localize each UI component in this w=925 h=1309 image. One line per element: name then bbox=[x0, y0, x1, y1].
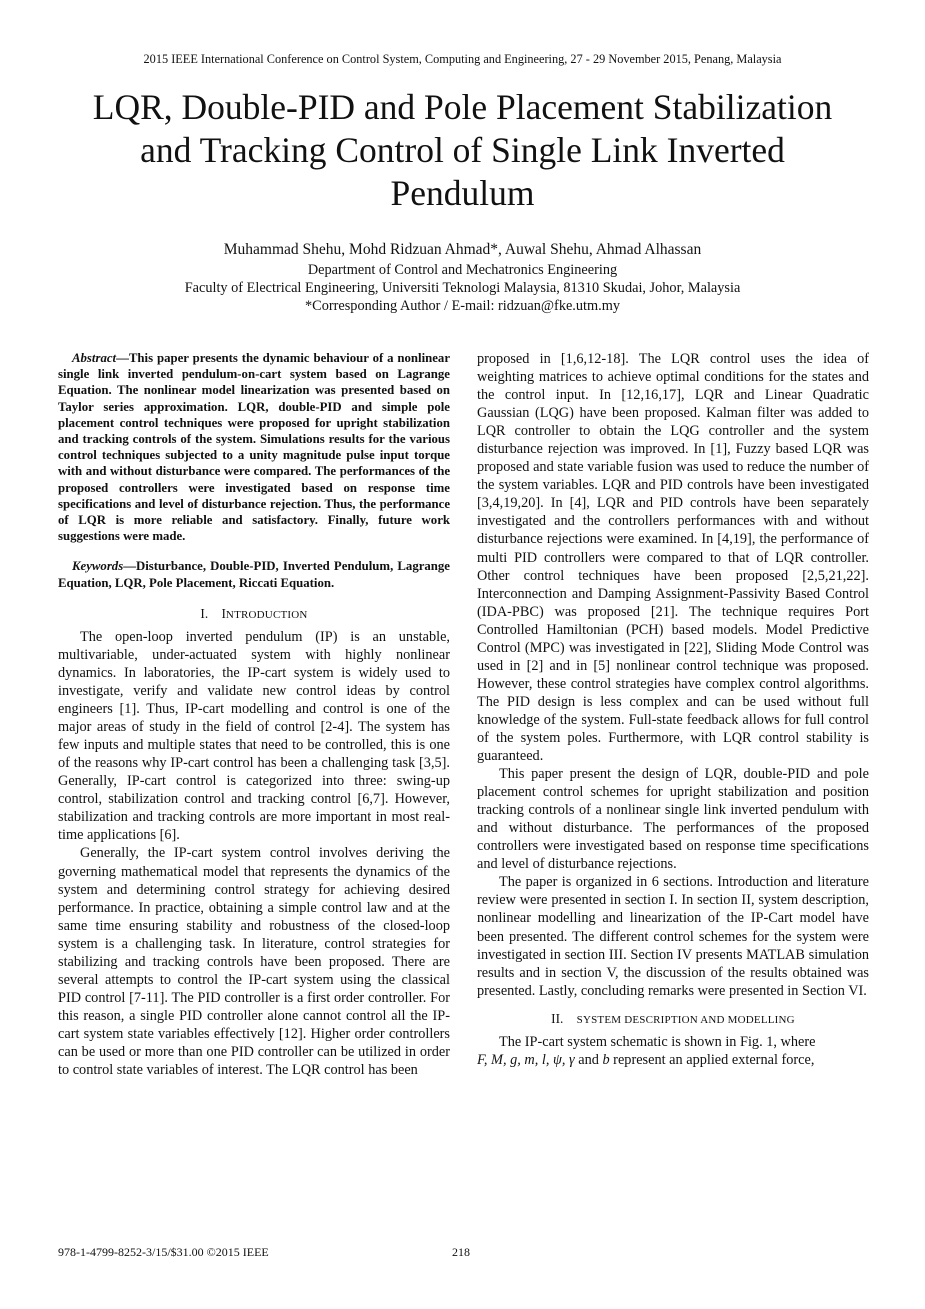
abstract-label: Abstract bbox=[72, 351, 117, 365]
intro-paragraph-2: Generally, the IP-cart system control involves deriving the governing mathematical model that represents the dynamics of the system and determining control strategy for achieving desired performance. In practice, obtaining a simple control law and at the same time ensuring stability and robustness of the closed-loop system is a challenging task. In literature, control strategies for stabilizing and tracking controls have been proposed. There are several attempts to control the IP-cart system using the classical PID control [7-11]. The PID controller is a first order controller. For this reason, a single PID controller alone cannot control all the IP-cart system state variables effectively [12]. Higher order controllers can be used or more than one PID controller can be utilized in order to control state variables of interest. The LQR control has been bbox=[58, 845, 450, 1079]
intro-paragraph-3: proposed in [1,6,12-18]. The LQR control uses the idea of weighting matrices to achieve optimal conditions for the states and the control input. In [12,16,17], LQR and Linear Quadratic Gaussian (LQG) have been proposed. Kalman filter was added to LQR controller to obtain the LQG controller and the system disturbance rejection was improved. In [1], Fuzzy based LQR was proposed and state variable fusion was used to reduce the number of the system variables. LQR and PID controls have been investigated [3,4,19,20]. In [4], LQR and PID controls have been separately investigated and the controllers performances with and without disturbance rejections were examined. In [4,19], the performance of multi PID controllers were compared to that of LQR controller. Other control techniques have been proposed [2,5,21,22]. Interconnection and Damping Assignment-Passivity Based Control (IDA-PBC) was proposed [21]. The technique requires Port Controlled Hamiltonian (PCH) based models. Model Predictive Control (MPC) was investigated in [22], Sliding Mode Control was used in [2] and in [5] nonlinear control technique was proposed. However, these control strategies have complex control algorithms. The PID design is less complex and can be used without full knowledge of the system. Full-state feedback allows for full control of the system poles. Furthermore, with LQR control stability is guaranteed. bbox=[477, 351, 869, 765]
system-description-paragraph bbox=[477, 1033, 869, 1069]
abstract-text: This paper presents the dynamic behaviour of a nonlinear single link inverted pendulum-on-cart system based on Lagrange Equation. The nonlinear model linearization was presented based on Taylor series approximation. LQR, double-PID and simple pole placement control techniques were proposed for upright stabilization and tracking controls of the system. Simulations results for the various control techniques subjected to a unity magnitude pulse input torque with and without disturbance were compared. The performances of the proposed controllers were investigated based on response time specifications and level of disturbance rejection. Thus, the performance of LQR is more reliable and satisfactory. Finally, future work suggestions were made. bbox=[58, 351, 450, 544]
system-symbols: F, M, g, m, l, ψ, γ bbox=[477, 1051, 575, 1068]
left-column bbox=[58, 350, 450, 1079]
title-line: and Tracking Control of Single Link Inverted bbox=[140, 130, 785, 170]
system-symbol-b: b bbox=[602, 1051, 610, 1068]
faculty: Faculty of Electrical Engineering, Universiti Teknologi Malaysia, 81310 Skudai, Johor, Malaysia bbox=[184, 280, 741, 296]
intro-paragraph-5: The paper is organized in 6 sections. Introduction and literature review were presented in section I. In section II, system description, nonlinear modelling and linearization of the IP-Cart model have been presented. The different control schemes for the system were investigated in section III. Section IV presents MATLAB simulation results and in section V, the discussion of the results obtained was presented. Lastly, concluding remarks were presented in Section VI. bbox=[477, 874, 869, 999]
section-numeral: I. bbox=[200, 605, 209, 621]
page-number: 218 bbox=[452, 1245, 470, 1259]
department: Department of Control and Mechatronics Engineering bbox=[307, 262, 618, 278]
abstract bbox=[58, 350, 450, 544]
section-title: SYSTEM DESCRIPTION AND MODELLING bbox=[576, 1013, 795, 1026]
intro-paragraph-1: The open-loop inverted pendulum (IP) is an unstable, multivariable, under-actuated system with highly nonlinear dynamics. In laboratories, the IP-cart system is widely used to investigate, verify and validate new control ideas by control engineers [1]. Thus, IP-cart modelling and control is one of the major areas of study in the field of control [2-4]. The system has few inputs and multiple states that need to be controlled, this is one of the reasons why IP-cart control has been a challenging task [3,5]. Generally, IP-cart control is categorized into three: swing-up control, stabilization control and tracking control [6,7]. However, stabilization and tracking controls are more important in most real-time applications [6]. bbox=[58, 628, 450, 844]
section-title-rest: NTRODUCTION bbox=[225, 608, 308, 621]
section-numeral: II. bbox=[551, 1010, 564, 1026]
corresponding-author: *Corresponding Author / E-mail: ridzuan@fke.utm.my bbox=[305, 298, 620, 314]
right-column bbox=[477, 350, 869, 1069]
paper-title bbox=[40, 86, 885, 215]
section-heading-system bbox=[477, 1010, 869, 1029]
section-first-letter: I bbox=[221, 605, 226, 621]
title-line: Pendulum bbox=[390, 173, 535, 213]
keywords-text: Disturbance, Double-PID, Inverted Pendulum, Lagrange Equation, LQR, Pole Placement, Riccati Equation. bbox=[58, 559, 450, 590]
conference-header: 2015 IEEE International Conference on Control System, Computing and Engineering, 27 - 29 November 2015, Penang, Malaysia bbox=[143, 52, 782, 66]
system-and: and bbox=[574, 1051, 603, 1068]
abstract-dash: — bbox=[116, 351, 129, 365]
system-line-1: The IP-cart system schematic is shown in Fig. 1, where bbox=[499, 1033, 816, 1050]
keywords-dash: — bbox=[123, 559, 136, 574]
system-line-2: represent an applied external force, bbox=[609, 1051, 815, 1068]
intro-paragraph-4: This paper present the design of LQR, double-PID and pole placement control schemes for upright stabilization and position tracking controls of a nonlinear single link inverted pendulum with and without disturbance. The performances of the proposed controllers were investigated based on response time specifications and level of disturbance rejections. bbox=[477, 766, 869, 873]
keywords bbox=[58, 558, 450, 590]
section-heading-introduction bbox=[58, 605, 450, 624]
author-list: Muhammad Shehu, Mohd Ridzuan Ahmad*, Auwal Shehu, Ahmad Alhassan bbox=[223, 241, 702, 258]
title-line: LQR, Double-PID and Pole Placement Stabilization bbox=[92, 87, 833, 127]
footer-isbn: 978-1-4799-8252-3/15/$31.00 ©2015 IEEE bbox=[58, 1245, 269, 1259]
keywords-label: Keywords bbox=[72, 559, 124, 574]
